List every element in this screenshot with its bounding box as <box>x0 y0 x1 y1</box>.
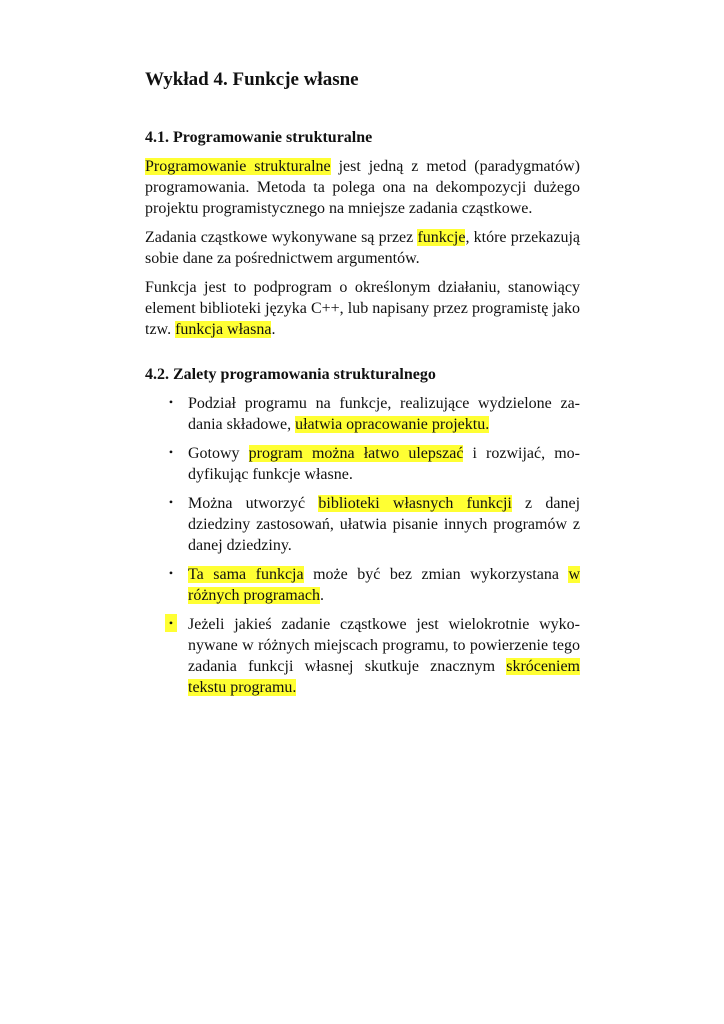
text-run: Gotowy <box>188 445 249 462</box>
text-run: . <box>271 321 276 338</box>
text-run: . <box>319 587 324 604</box>
paragraph-function-definition <box>145 277 580 340</box>
text-run: Można utworzyć <box>188 495 319 512</box>
paragraph-subtasks <box>145 227 580 269</box>
bullet-icon: • <box>165 614 177 632</box>
text-run: z danej dziedziny zastosowań, ułatwia pisanie innych programów z danej dziedziny. <box>188 495 581 554</box>
text-run: Funkcja jest to podprogram o określonym działaniu, stanowiący element biblioteki języka C++, lub napisany przez programistę jako tzw. <box>145 279 580 338</box>
document-page <box>145 68 580 706</box>
list-item <box>145 614 580 698</box>
text-run: Zadania cząstkowe wykonywane są przez <box>145 229 418 246</box>
highlight: w różnych programach <box>188 566 581 604</box>
list-item <box>145 393 580 435</box>
highlight: Ta sama funkcja <box>188 566 304 583</box>
text-run: Podział programu na funkcje, realizujące wydzielone zadania składowe, <box>188 395 580 433</box>
page-title: Wykład 4. Funkcje własne <box>145 69 359 90</box>
highlight: program można łatwo ulepszać <box>248 445 464 462</box>
section-heading-4-2: 4.2. Zalety programowania strukturalnego <box>145 366 436 383</box>
advantages-list <box>145 393 580 698</box>
paragraph-structural-programming <box>145 156 580 219</box>
highlight: Programowanie strukturalne <box>145 158 331 175</box>
highlight: funkcje <box>417 229 466 246</box>
text-run: jest jedną z metod (paradygmatów) programowania. Metoda ta polega ona na dekompozycji dużego projektu programistycznego na mniejsze zadania cząstkowe. <box>145 158 580 217</box>
text-run: może być bez zmian wykorzystana <box>303 566 569 583</box>
text-run: i rozwijać, modyfikując funkcje własne. <box>188 445 580 483</box>
text-run: Jeżeli jakieś zadanie cząstkowe jest wielokrotnie wykonywane w różnych miejscach programu, to powierzenie tego zadania funkcji własnej skutkuje znacznym <box>188 616 580 675</box>
text-run: , które przekazują sobie dane za pośrednictwem argumentów. <box>145 229 580 267</box>
highlight: ułatwia opracowanie projektu. <box>295 416 490 433</box>
bullet-icon: • <box>168 445 174 459</box>
bullet-icon: • <box>168 566 174 580</box>
highlight: biblioteki własnych funkcji <box>318 495 512 512</box>
list-item <box>145 493 580 556</box>
list-item <box>145 564 580 606</box>
bullet-icon: • <box>168 395 174 409</box>
highlight: funkcja własna <box>175 321 272 338</box>
bullet-icon: • <box>168 495 174 509</box>
highlight: skróceniem tekstu programu. <box>188 658 580 696</box>
section-heading-4-1: 4.1. Programowanie strukturalne <box>145 129 373 146</box>
list-item <box>145 443 580 485</box>
